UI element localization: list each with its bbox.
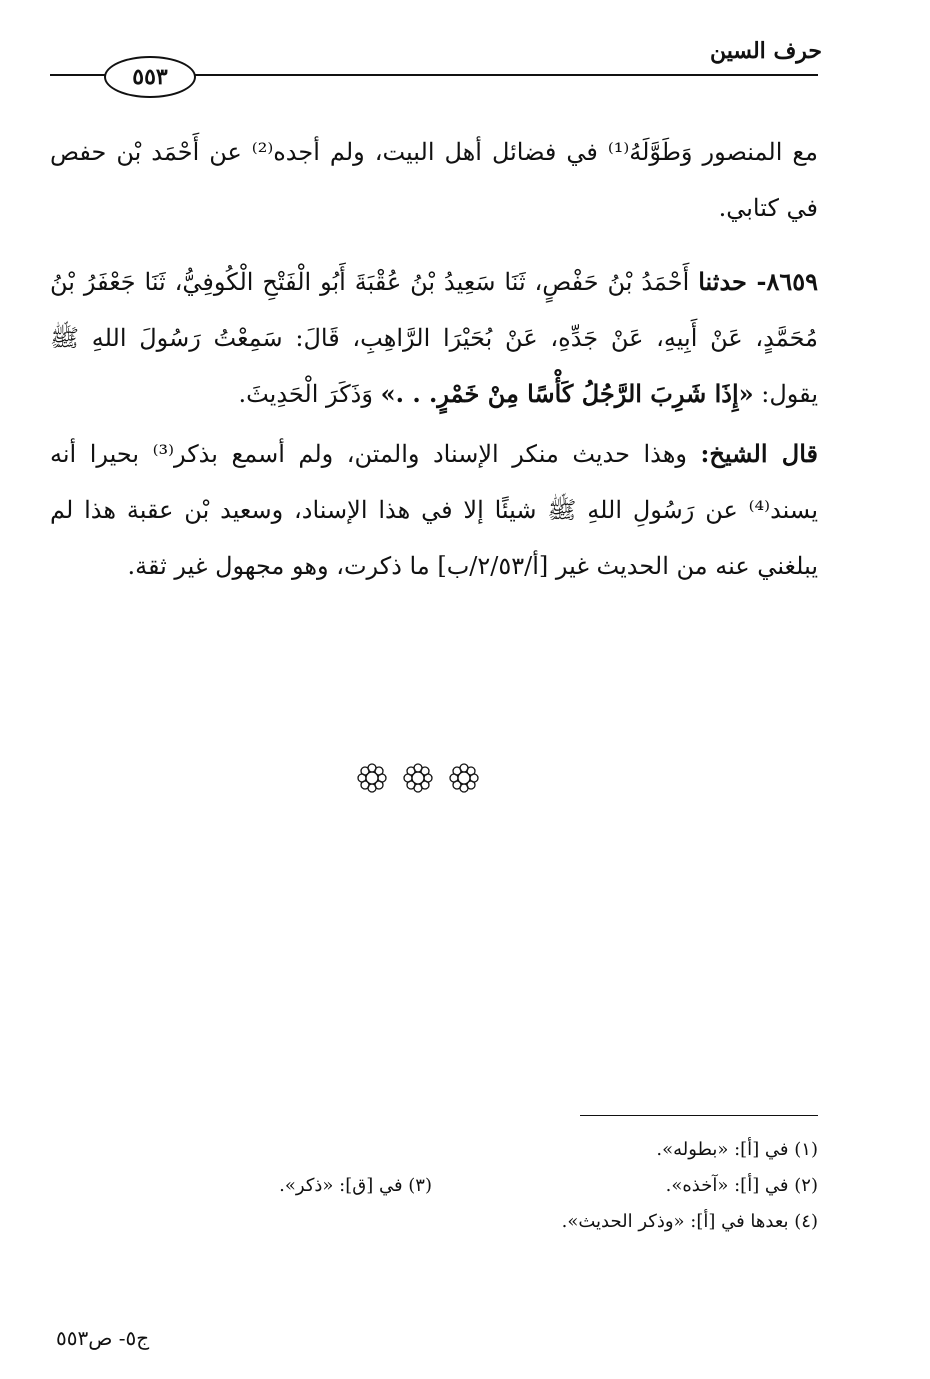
footnote-3: (٣) في [ق]: «ذكر». (279, 1175, 432, 1196)
footnote-4: (٤) بعدها في [أ]: «وذكر الحديث». (561, 1211, 818, 1232)
section-ornament (356, 762, 480, 794)
hadith-paragraph (50, 254, 818, 422)
paragraph-continuation (50, 124, 818, 236)
hadith-number-lead: ٨٦٥٩- حدثنا (698, 267, 818, 296)
rosette-icon (356, 762, 388, 794)
chapter-title: حرف السين (709, 38, 822, 64)
footnote-separator (580, 1115, 818, 1116)
footnote-1: (١) في [أ]: «بطوله». (656, 1139, 818, 1160)
page-number-badge: ٥٥٣ (104, 56, 196, 98)
hadith-entry (50, 254, 818, 422)
paragraph-text: مع المنصور وَطَوَّلَهُ⁽¹⁾ في فضائل أهل البيت، ولم أجده⁽²⁾ عن أَحْمَد بْن حفص في كتابي. (50, 138, 819, 222)
comment-lead: قال الشيخ: (700, 439, 818, 468)
footnote-2: (٢) في [أ]: «آخذه». (665, 1175, 818, 1196)
comment-paragraph (50, 426, 818, 594)
rosette-icon (448, 762, 480, 794)
sheikh-comment (50, 426, 818, 594)
isnad-text: أَحْمَدُ بْنُ حَفْصٍ، ثَنَا سَعِيدُ بْنُ عُقْبَةَ أَبُو الْفَتْحِ الْكُوفِيُّ، ثَنَا جَعْفَرُ بْنُ مُحَمَّدٍ، عَنْ أَبِيهِ، عَنْ جَدِّهِ، عَنْ بُحَيْرَا الرَّاهِبِ، قَالَ: سَمِعْتُ رَسُولَ اللهِ ﷺ يقول: (50, 268, 818, 408)
comment-text: وهذا حديث منكر الإسناد والمتن، ولم أسمع بذكر⁽³⁾ بحيرا أنه يسند⁽⁴⁾ عن رَسُولِ اللهِ ﷺ شيئًا إلا في هذا الإسناد، وسعيد بْن عقبة هذا لم يبلغني عنه من الحديث غير [أ/٢/٥٣/ب] ما ذكرت، وهو مجهول غير ثقة. (50, 440, 818, 580)
volume-page-reference: ج٥- ص٥٥٣ (56, 1326, 150, 1350)
hadith-tail: وَذَكَرَ الْحَدِيثَ. (238, 380, 373, 408)
rosette-icon (402, 762, 434, 794)
hadith-quote: «إِذَا شَرِبَ الرَّجُلُ كَأْسًا مِنْ خَمْرٍ. . .» (380, 379, 754, 408)
